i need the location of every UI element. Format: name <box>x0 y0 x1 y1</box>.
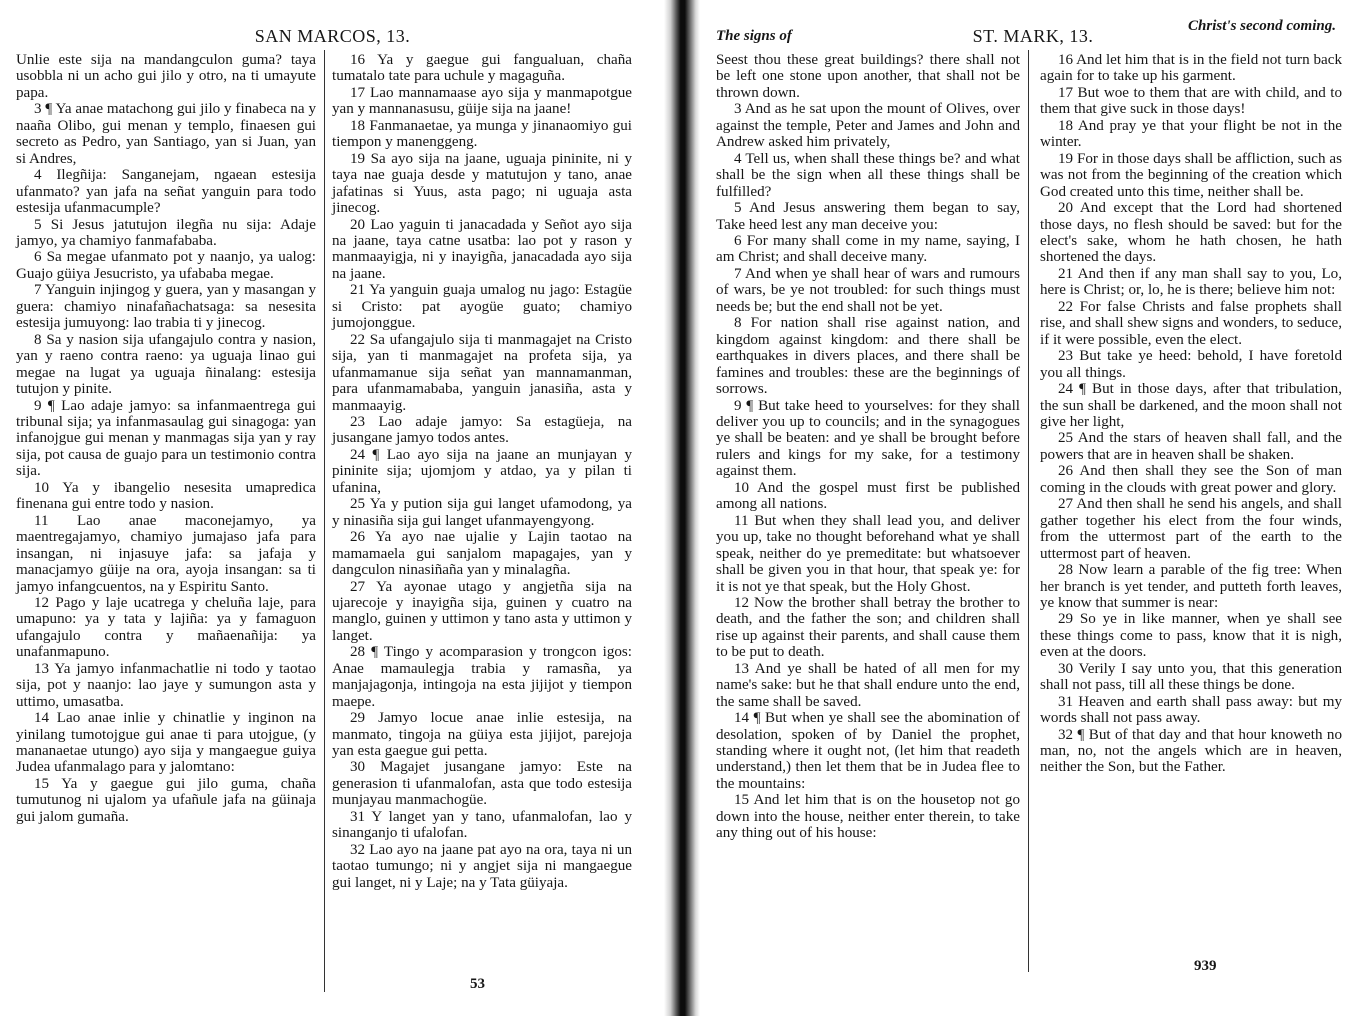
verse-paragraph: 14 ¶ But when ye shall see the abomination of desolation, spoken of by Daniel the prophet, standing where it ought not, (let him that readeth understand,) then let them that be in Judea flee to the mountains: <box>716 710 1020 792</box>
verse-paragraph: 3 And as he sat upon the mount of Olives, over against the temple, Peter and James and John and Andrew asked him privately, <box>716 101 1020 151</box>
right-column-1 <box>716 52 1020 842</box>
verse-paragraph: 28 Now learn a parable of the fig tree: When her branch is yet tender, and putteth forth leaves, ye know that summer is near: <box>1040 562 1342 611</box>
verse-paragraph: 23 Lao adaje jamyo: Sa estagüeja, na jusangane jamyo todos antes. <box>332 413 632 447</box>
verse-paragraph: 11 Lao anae maconejamyo, ya maentregajamyo, chamiyo jumajaso jafa para insangan, ni injasuye jafa: sa jafaja y manacjamyo güije na ora, ayoja insangan: sa ti jamyo infangcuentos, na y Espiritu Santo. <box>16 512 316 595</box>
right-column-rule <box>1028 50 1029 972</box>
verse-paragraph: 31 Heaven and earth shall pass away: but my words shall not pass away. <box>1040 693 1342 727</box>
verse-paragraph: 18 Fanmanaetae, ya munga y jinanaomiyo gui tiempon y manenggeng. <box>332 117 632 151</box>
right-header-left-caption: The signs of <box>716 28 792 44</box>
verse-paragraph: 4 Ilegñija: Sanganejam, ngaean estesija ufanmato? yan jafa na señat yanguin para todo estesija ufanmacumple? <box>16 167 316 217</box>
verse-paragraph: 15 And let him that is on the housetop not go down into the house, neither enter therein, to take any thing out of his house: <box>716 792 1020 842</box>
right-header-right-caption: Christ's second coming. <box>1188 18 1336 34</box>
verse-paragraph: 30 Verily I say unto you, that this generation shall not pass, till all these things be done. <box>1040 660 1342 694</box>
verse-paragraph: 19 Sa ayo sija na jaane, uguaja pininite, ni y taya nae guaja desde y matutujon y tano, anae jafatinas si Yuus, asta pago; ni uguaja asta jinecog. <box>332 150 632 217</box>
verse-paragraph: 16 And let him that is in the field not turn back again for to take up his garment. <box>1040 52 1342 85</box>
verse-paragraph: 28 ¶ Tingo y acomparasion y trongcon igos: Anae mamaulegja trabia y ramasña, ya manjajagonja, intingoja na esta jijijot y tiempon maepe. <box>332 644 632 710</box>
verse-paragraph: 6 Sa megae ufanmato pot y naanjo, ya ualog: Guajo güiya Jesucristo, ya ufababa megae. <box>16 249 316 282</box>
verse-paragraph: 26 And then shall they see the Son of man coming in the clouds with great power and glory. <box>1040 463 1342 496</box>
right-page-number: 939 <box>1194 958 1217 974</box>
verse-paragraph: 27 Ya ayonae utago y angjetña sija na ujarecoje y inayigña sija, guinen y cuatro na manglo, guinen y uttimon y tano asta y uttimon y langet. <box>332 578 632 644</box>
verse-paragraph: 17 But woe to them that are with child, and to them that give suck in those days! <box>1040 84 1342 118</box>
verse-paragraph: 5 Si Jesus jatutujon ilegña nu sija: Adaje jamyo, ya chamiyo fanmafababa. <box>16 216 316 249</box>
verse-paragraph: 9 ¶ But take heed to yourselves: for they shall deliver you up to councils; and in the synagogues ye shall be beaten: and ye shall be brought before rulers and kings for my sake, for a testimony against them. <box>716 397 1020 480</box>
verse-paragraph: 4 Tell us, when shall these things be? and what shall be the sign when all these things shall be fulfilled? <box>716 150 1020 200</box>
verse-paragraph: Seest thou these great buildings? there shall not be left one stone upon another, that shall not be thrown down. <box>716 52 1020 101</box>
right-page-english <box>700 0 1366 1016</box>
verse-paragraph: 18 And pray ye that your flight be not in the winter. <box>1040 117 1342 151</box>
verse-paragraph: 13 And ye shall be hated of all men for my name's sake: but he that shall endure unto the end, the same shall be saved. <box>716 660 1020 710</box>
verse-paragraph: 8 For nation shall rise against nation, and kingdom against kingdom: and there shall be earthquakes in divers places, and there shall be famines and troubles: these are the beginnings of sorrows. <box>716 315 1020 398</box>
verse-paragraph: 11 But when they shall lead you, and deliver you up, take no thought beforehand what ye shall speak, neither do ye premeditate: but whatsoever shall be given you in that hour, that speak ye: for it is not ye that speak, but the Holy Ghost. <box>716 512 1020 595</box>
verse-paragraph: 25 And the stars of heaven shall fall, and the powers that are in heaven shall be shaken. <box>1040 430 1342 463</box>
verse-paragraph: 20 And except that the Lord had shortened those days, no flesh should be saved: but for the elect's sake, whom he hath chosen, he hath shortened the days. <box>1040 200 1342 266</box>
verse-paragraph: 29 Jamyo locue anae inlie estesija, na manmato, tingoja na güiya esta jijijot, parejoja yan esta gaegue gui petta. <box>332 710 632 760</box>
right-running-header <box>700 18 1366 48</box>
right-column-2 <box>1040 52 1342 776</box>
left-header-title: SAN MARCOS, 13. <box>254 26 411 46</box>
right-header-title: ST. MARK, 13. <box>972 26 1094 46</box>
verse-paragraph: 7 And when ye shall hear of wars and rumours of wars, be ye not troubled: for such things must needs be; but the end shall not be yet. <box>716 265 1020 315</box>
left-running-header <box>0 26 665 48</box>
verse-paragraph: 9 ¶ Lao adaje jamyo: sa infanmaentrega gui tribunal sija; ya infanmasaulag gui sinagoga: yan infanojgue gui menan y manmagas sija yan y ray sija, pot causa de guajo para un testimonio contra sija. <box>16 397 316 480</box>
verse-paragraph: 25 Ya y pution sija gui langet ufamodong, ya y ninasiña sija gui langet ufanmayengyong. <box>332 496 632 529</box>
verse-paragraph: 21 Ya yanguin guaja umalog nu jago: Estagüe si Cristo: pat ayogüe guato; chamiyo jumojonggue. <box>332 282 632 332</box>
verse-paragraph: 10 Ya y ibangelio nesesita umapredica finenana gui entre todo y nasion. <box>16 479 316 513</box>
verse-paragraph: 8 Sa y nasion sija ufangajulo contra y nasion, yan y raeno contra raeno: ya uguaja linao gui megae na lugat ya uguaja ñinalang: estesija tutujon y pinite. <box>16 331 316 398</box>
verse-paragraph: 32 Lao ayo na jaane pat ayo na ora, taya ni un taotao tumungo; ni y angjet sija ni mangaegue gui langet, ni y Laje; na y Tata güiyaja. <box>332 841 632 891</box>
verse-paragraph: 12 Pago y laje ucatrega y cheluña laje, para umapuno: ya y tata y lajiña: ya y famaguon ufangajulo contra y mañaenañija: ya unafanmapuno. <box>16 594 316 661</box>
book-gutter <box>664 0 700 1016</box>
verse-paragraph: 30 Magajet jusangane jamyo: Este na generasion ti ufanmalofan, asta que todo estesija munjayau manmachogüe. <box>332 759 632 809</box>
verse-paragraph: 17 Lao mannamaase ayo sija y manmapotgue yan y mannanasusu, güije sija na jaane! <box>332 84 632 118</box>
left-column-2 <box>332 52 632 891</box>
left-column-1 <box>16 52 316 825</box>
verse-paragraph: 26 Ya ayo nae ujalie y Lajin taotao na mamamaela gui sanjalom mapagajes, yan y dangculon ninasiñaña yan y minalagña. <box>332 529 632 579</box>
verse-paragraph: 6 For many shall come in my name, saying, I am Christ; and shall deceive many. <box>716 232 1020 266</box>
verse-paragraph: 32 ¶ But of that day and that hour knoweth no man, no, not the angels which are in heaven, neither the Son, but the Father. <box>1040 726 1342 776</box>
verse-paragraph: 23 But take ye heed: behold, I have foretold you all things. <box>1040 348 1342 381</box>
verse-paragraph: 7 Yanguin injingog y guera, yan y masangan y guera: chamiyo ninafañachatsaga: sa nesesita estesija jumuyong: lao trabia ti y jinecog. <box>16 282 316 332</box>
verse-paragraph: 22 For false Christs and false prophets shall rise, and shall shew signs and wonders, to seduce, if it were possible, even the elect. <box>1040 298 1342 348</box>
verse-paragraph: 27 And then shall he send his angels, and shall gather together his elect from the four winds, from the uttermost part of the earth to the uttermost part of heaven. <box>1040 496 1342 562</box>
verse-paragraph: 14 Lao anae inlie y chinatlie y inginon na yinilang tumotojgue gui anae ti para utojgue, (y mananaetae utungo) ayo sija y mangaegue guiya Judea ufanmalago para y jalomtano: <box>16 710 316 776</box>
verse-paragraph: 22 Sa ufangajulo sija ti manmagajet na Cristo sija, yan ti manmagajet na profeta sija, ya ufanmamanue sija señat yan mannamanman, para ufanmamababa, yanguin janasiña, asta y manmaayig. <box>332 331 632 414</box>
verse-paragraph: 24 ¶ Lao ayo sija na jaane an munjayan y pininite sija; ujomjom y atdao, ya y pilan ti ufanina, <box>332 446 632 496</box>
verse-paragraph: 16 Ya y gaegue gui fangualuan, chaña tumatalo tate para uchule y magaguña. <box>332 52 632 85</box>
verse-paragraph: 10 And the gospel must first be published among all nations. <box>716 479 1020 513</box>
verse-paragraph: 31 Y langet yan y tano, ufanmalofan, lao y sinanganjo ti ufalofan. <box>332 808 632 842</box>
verse-paragraph: 12 Now the brother shall betray the brother to death, and the father the son; and children shall rise up against their parents, and shall cause them to be put to death. <box>716 594 1020 661</box>
verse-paragraph: 13 Ya jamyo infanmachatlie ni todo y taotao sija, pot y naanjo: lao jaye y sumungon asta y uttimo, umasatba. <box>16 660 316 710</box>
left-page-chamorro <box>0 0 665 1016</box>
verse-paragraph: 29 So ye in like manner, when ye shall see these things come to pass, know that it is nigh, even at the doors. <box>1040 611 1342 661</box>
verse-paragraph: 20 Lao yaguin ti janacadada y Señot ayo sija na jaane, taya catne usatba: lao pot y rason y manmaayigja, ni y inayigña, janacadada ayo sija na jaane. <box>332 216 632 282</box>
left-column-rule <box>324 50 325 992</box>
verse-paragraph: 19 For in those days shall be affliction, such as was not from the beginning of the creation which God created unto this time, neither shall be. <box>1040 150 1342 200</box>
verse-paragraph: 21 And then if any man shall say to you, Lo, here is Christ; or, lo, he is there; believe him not: <box>1040 265 1342 299</box>
verse-paragraph: 15 Ya y gaegue gui jilo guma, chaña tumutunog ni ujalom ya ufañule jafa na güinaja gui jalom gumaña. <box>16 775 316 825</box>
verse-paragraph: 3 ¶ Ya anae matachong gui jilo y finabeca na y naaña Olibo, gui menan y templo, finaesen gui secreto as Pedro, yan Santiago, yan si Juan, yan si Andres, <box>16 101 316 167</box>
verse-paragraph: Unlie este sija na mandangculon guma? taya usobbla ni un acho gui jilo y otro, na ti umayute papa. <box>16 52 316 101</box>
verse-paragraph: 24 ¶ But in those days, after that tribulation, the sun shall be darkened, and the moon shall not give her light, <box>1040 381 1342 430</box>
verse-paragraph: 5 And Jesus answering them began to say, Take heed lest any man deceive you: <box>716 200 1020 233</box>
left-page-number: 53 <box>470 976 485 992</box>
